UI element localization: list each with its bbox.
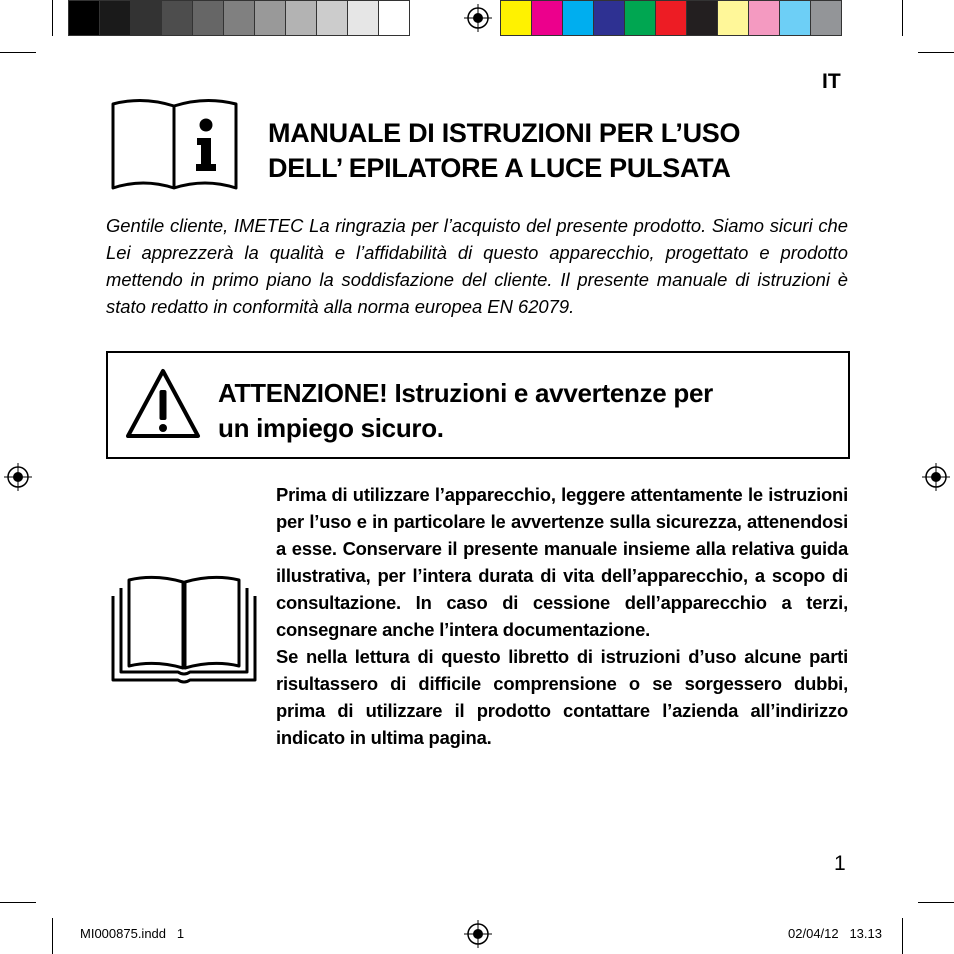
color-swatch [348,0,379,36]
title-line-2: DELL’ EPILATORE A LUCE PULSATA [268,153,731,183]
color-swatch [193,0,224,36]
color-swatch [255,0,286,36]
color-swatch [780,0,811,36]
color-swatch [131,0,162,36]
warning-triangle-icon [124,366,202,442]
color-swatch [317,0,348,36]
color-swatch [687,0,718,36]
color-swatch [811,0,842,36]
registration-mark-icon [922,463,950,491]
color-swatch [749,0,780,36]
color-swatch [563,0,594,36]
registration-mark-icon [464,920,492,948]
body-paragraph-1: Prima di utilizzare l’apparecchio, leggere attentamente le istruzioni per l’uso e in particolare le avvertenze sulla sicurezza, attenendosi a esse. Conservare il presente manuale insieme alla relativa guida illustrativa, per l’intera durata di vita dell’apparecchio, a scopo di consultazione. In caso di cessione dell’apparecchio a terzi, consegnare anche l’intera documentazione. [276,484,848,640]
grayscale-colorbar [68,0,410,36]
color-swatch [286,0,317,36]
color-swatch [162,0,193,36]
crop-mark [52,0,53,36]
registration-mark-icon [4,463,32,491]
language-label: IT [822,70,841,93]
body-paragraph-2: Se nella lettura di questo libretto di istruzioni d’uso alcune parti risultassero di difficile comprensione o se sorgessero dubbi, prima di utilizzare il prodotto contattare l’azienda all’indirizzo indicato in ultima pagina. [276,646,848,748]
crop-mark [902,918,903,954]
color-swatch [224,0,255,36]
color-swatch [500,0,532,36]
color-swatch [625,0,656,36]
warning-heading [218,376,838,446]
crop-mark [0,52,36,53]
open-book-icon [110,572,258,684]
crop-mark [918,902,954,903]
title-line-1: MANUALE DI ISTRUZIONI PER L’USO [268,118,741,148]
footer-timestamp: 02/04/12 13.13 [788,926,882,941]
page-number: 1 [834,852,846,875]
registration-mark-icon [464,4,492,32]
crop-mark [0,902,36,903]
color-swatch [100,0,131,36]
color-swatch [656,0,687,36]
color-swatch [68,0,100,36]
crop-mark [52,918,53,954]
warning-line-2: un impiego sicuro. [218,413,444,443]
color-swatch [379,0,410,36]
color-swatch [718,0,749,36]
safety-body-text [276,481,848,751]
color-swatch [594,0,625,36]
manual-title [268,116,828,186]
footer-filename: MI000875.indd 1 [80,926,185,941]
crop-mark [918,52,954,53]
info-manual-icon [108,96,242,192]
crop-mark [902,0,903,36]
warning-line-1: ATTENZIONE! Istruzioni e avvertenze per [218,378,713,408]
color-swatch [532,0,563,36]
color-colorbar [500,0,842,36]
intro-paragraph: Gentile cliente, IMETEC La ringrazia per l’acquisto del presente prodotto. Siamo sicuri che Lei apprezzerà la qualità e l’affidabilità di questo apparecchio, progettato e prodotto mettendo in primo piano la soddisfazione del cliente. Il presente manuale di istruzioni è stato redatto in conformità alla norma europea EN 62079. [106,215,848,317]
